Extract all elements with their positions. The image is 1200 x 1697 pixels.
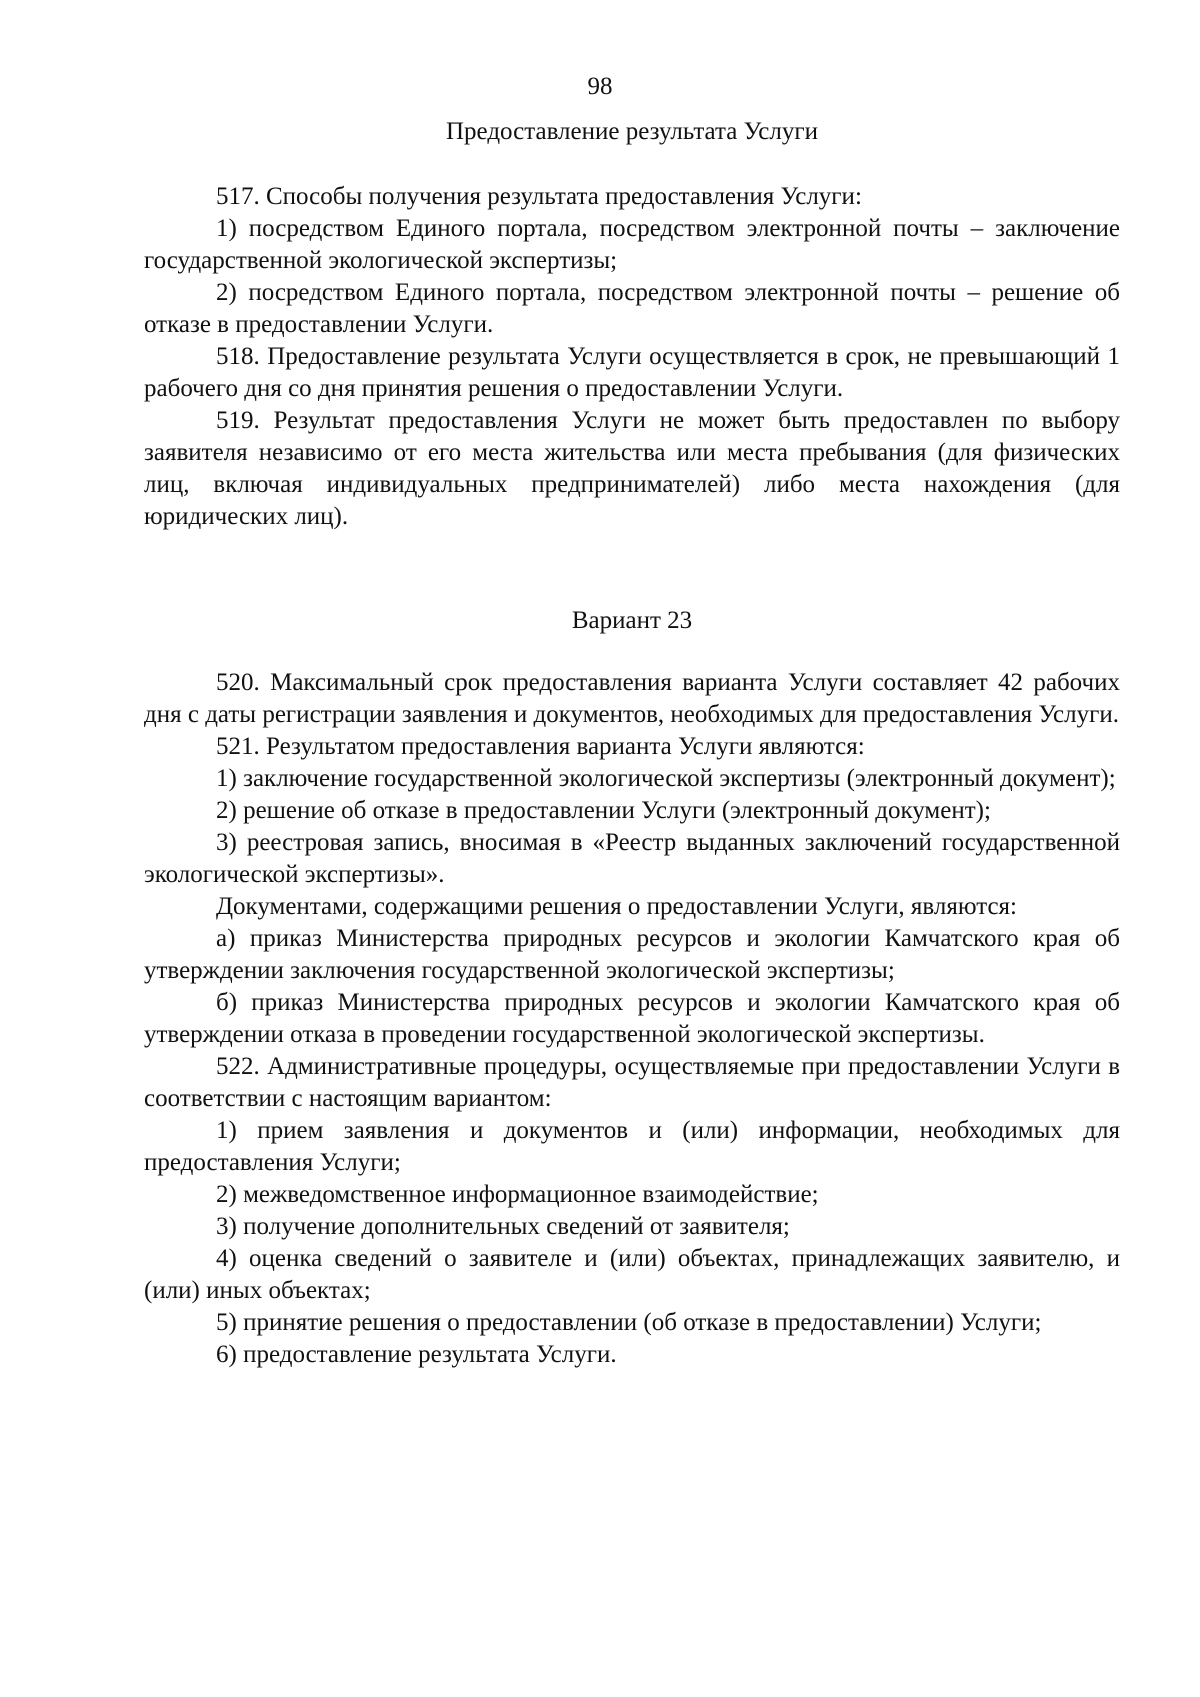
paragraph-documents-item-a: а) приказ Министерства природных ресурсов и экологии Камчатского края об утверждении заключения государственной экологической экспертизы; — [144, 925, 1120, 984]
text-block-2 — [144, 667, 1120, 1371]
paragraph-522-item-4: 4) оценка сведений о заявителе и (или) объектах, принадлежащих заявителю, и (или) иных объектах; — [144, 1245, 1120, 1304]
paragraph-522-item-6: 6) предоставление результата Услуги. — [216, 1341, 617, 1368]
paragraph-522-item-2: 2) межведомственное информационное взаимодействие; — [216, 1181, 819, 1208]
paragraph-522-item-5: 5) принятие решения о предоставлении (об отказе в предоставлении) Услуги; — [216, 1309, 1042, 1336]
paragraph-522-item-1: 1) прием заявления и документов и (или) информации, необходимых для предоставления Услуги; — [144, 1117, 1120, 1176]
section-heading: Предоставление результата Услуги — [446, 118, 818, 145]
paragraph-521: 521. Результатом предоставления варианта Услуги являются: — [216, 733, 865, 760]
paragraph-521-item-3: 3) реестровая запись, вносимая в «Реестр выданных заключений государственной экологической экспертизы». — [144, 829, 1120, 888]
paragraph-documents: Документами, содержащими решения о предоставлении Услуги, являются: — [216, 893, 1017, 920]
paragraph-521-item-2: 2) решение об отказе в предоставлении Услуги (электронный документ); — [216, 797, 991, 824]
paragraph-519: 519. Результат предоставления Услуги не может быть предоставлен по выбору заявителя независимо от его места жительства или места пребывания (для физических лиц, включая индивидуальных предпринимателей) либо места нахождения (для юридических лиц). — [144, 407, 1120, 530]
paragraph-522: 522. Административные процедуры, осуществляемые при предоставлении Услуги в соответствии с настоящим вариантом: — [144, 1053, 1120, 1112]
page-number: 98 — [587, 73, 613, 100]
paragraph-517-item-1: 1) посредством Единого портала, посредством электронной почты – заключение государственной экологической экспертизы; — [144, 215, 1120, 274]
paragraph-521-item-1: 1) заключение государственной экологической экспертизы (электронный документ); — [216, 765, 1116, 792]
paragraph-documents-item-b: б) приказ Министерства природных ресурсов и экологии Камчатского края об утверждении отказа в проведении государственной экологической экспертизы. — [144, 989, 1120, 1048]
paragraph-518: 518. Предоставление результата Услуги осуществляется в срок, не превышающий 1 рабочего дня со дня принятия решения о предоставлении Услуги. — [144, 343, 1120, 402]
variant-heading: Вариант 23 — [571, 607, 693, 634]
paragraph-522-item-3: 3) получение дополнительных сведений от заявителя; — [216, 1213, 790, 1240]
paragraph-517: 517. Способы получения результата предоставления Услуги: — [216, 183, 862, 210]
paragraph-517-item-2: 2) посредством Единого портала, посредством электронной почты – решение об отказе в предоставлении Услуги. — [144, 279, 1120, 338]
text-block-1 — [144, 181, 1120, 533]
paragraph-520: 520. Максимальный срок предоставления варианта Услуги составляет 42 рабочих дня с даты регистрации заявления и документов, необходимых для предоставления Услуги. — [144, 669, 1120, 728]
